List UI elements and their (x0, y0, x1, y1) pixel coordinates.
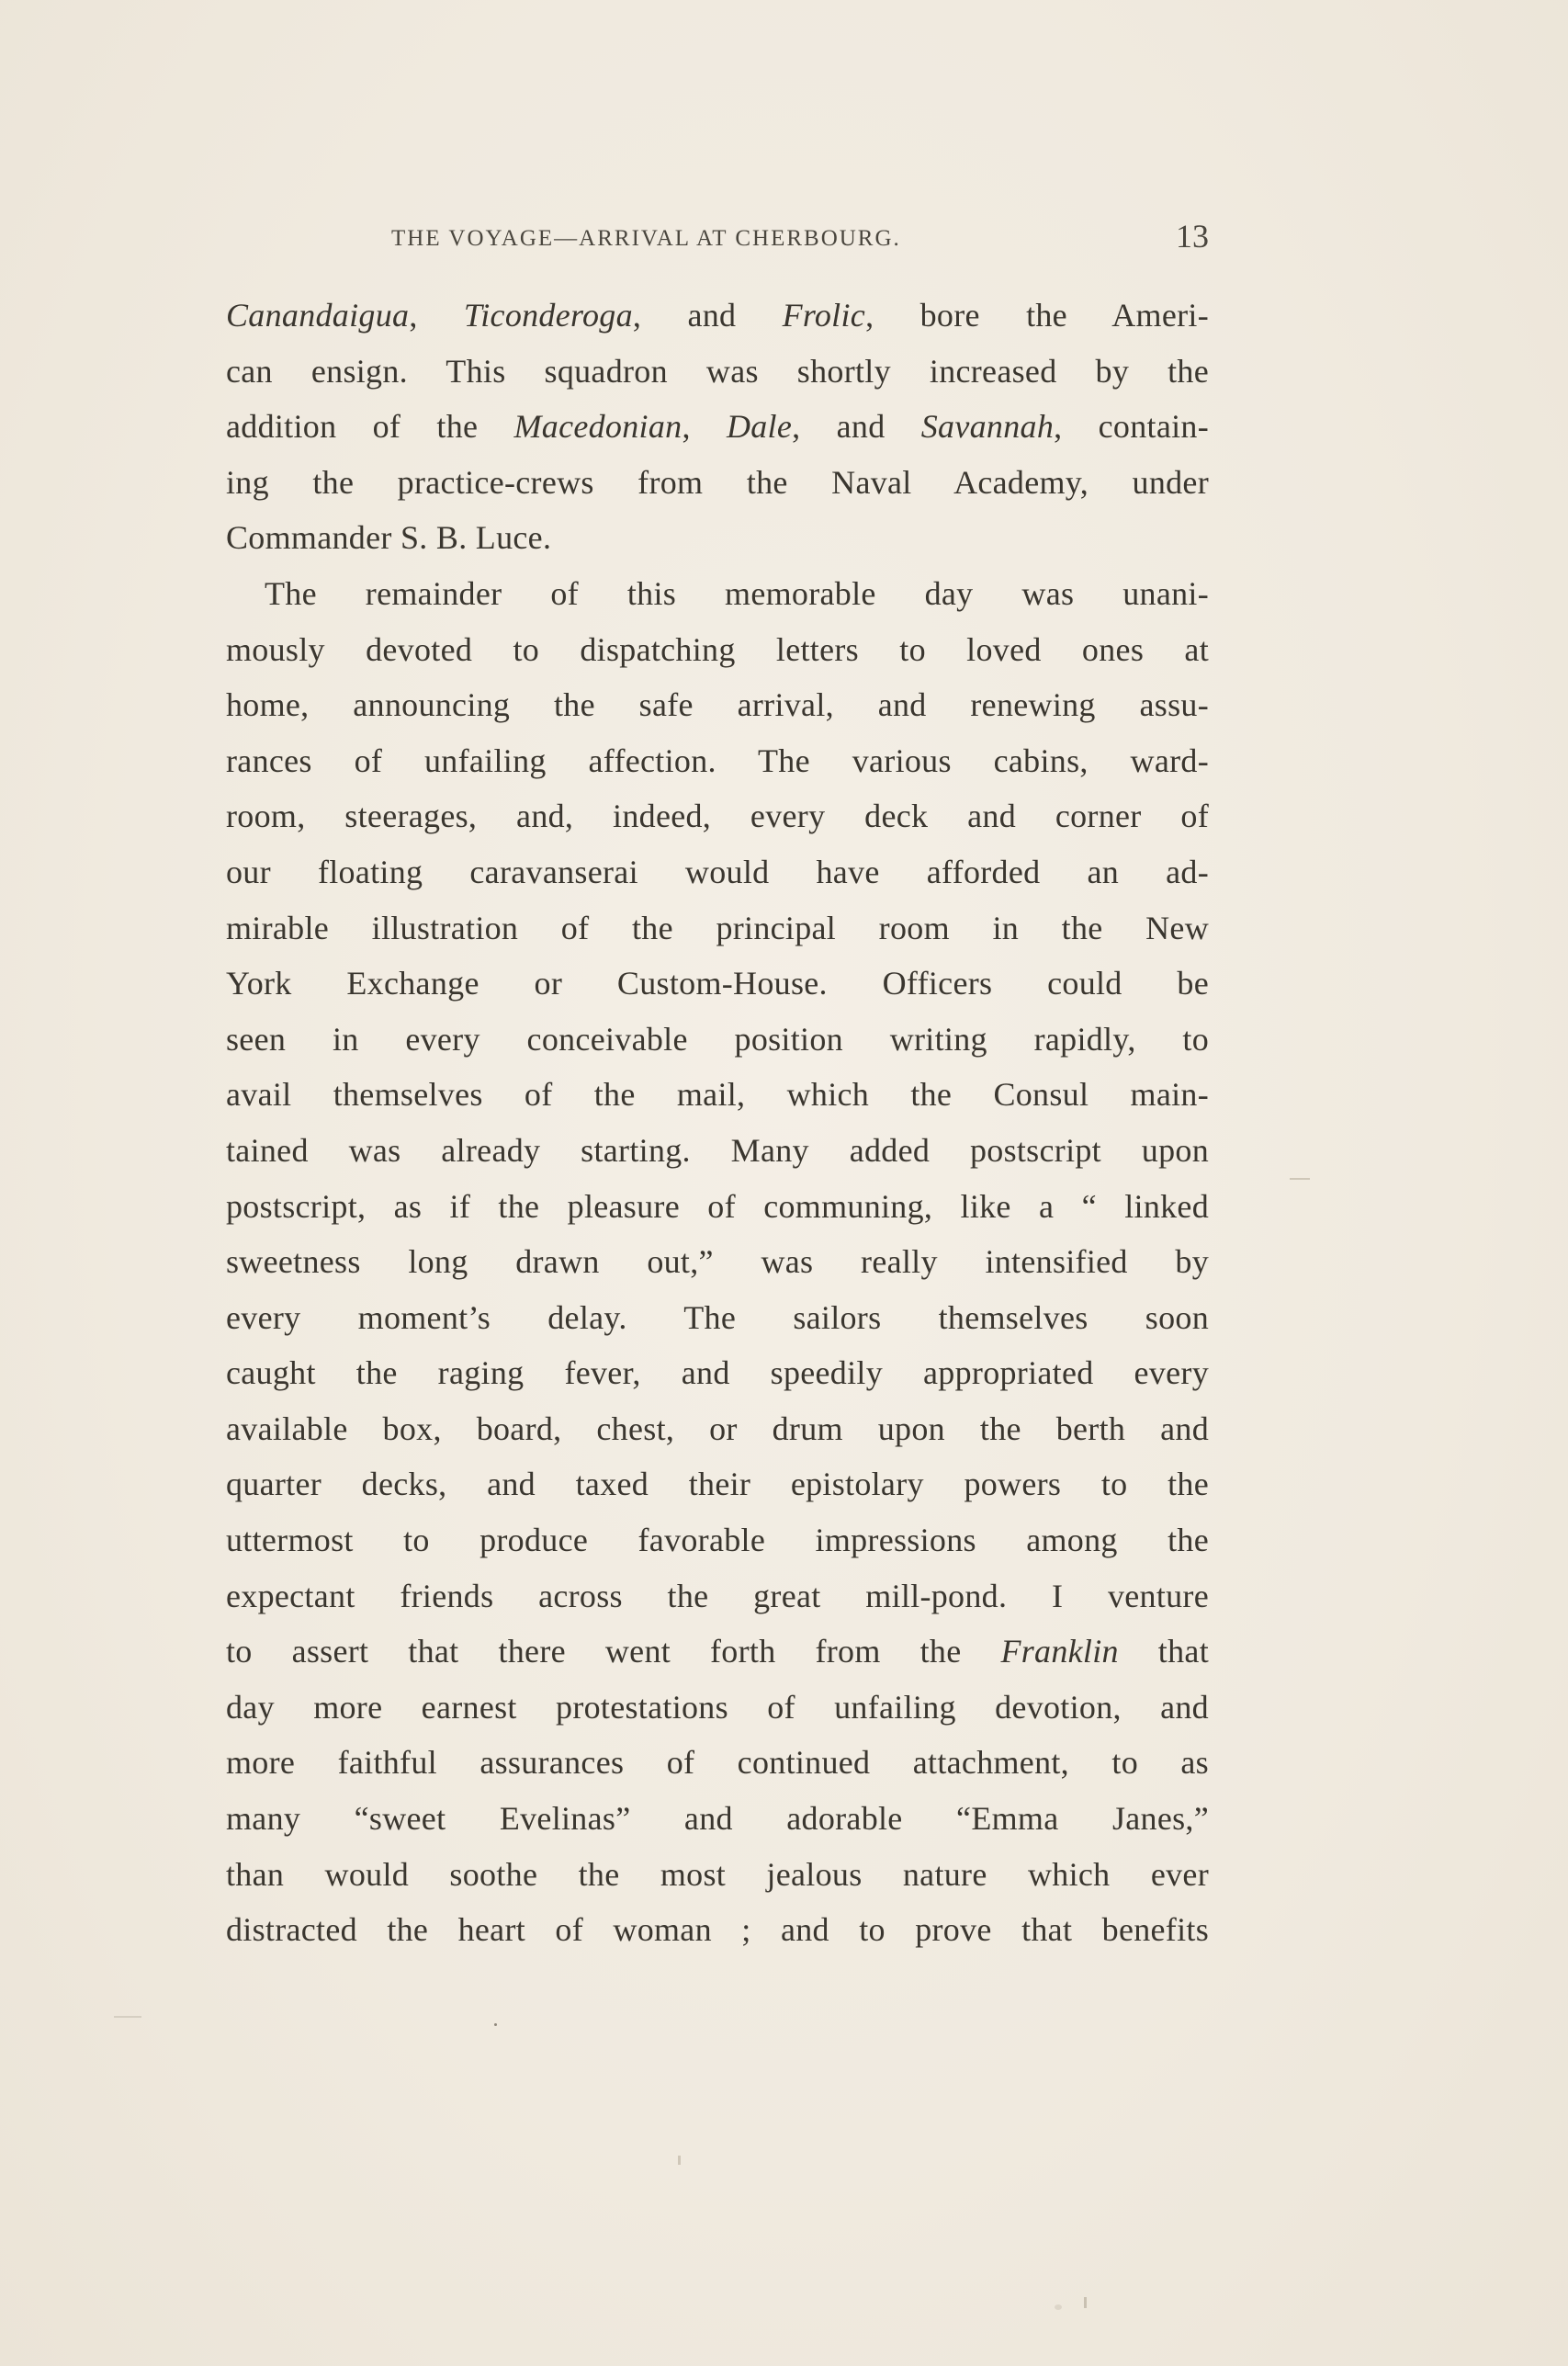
text-line (226, 733, 1209, 789)
italic-text: Canandaigua (226, 297, 410, 334)
text-run: , and (632, 297, 783, 334)
text-line (226, 1234, 1209, 1290)
text-line (226, 1401, 1209, 1457)
text-run: our floating caravanserai would have afforded an ad- (226, 853, 1209, 890)
text-line (226, 622, 1209, 678)
text-run: sweetness long drawn out,” was really intensified by (226, 1243, 1209, 1281)
page-number: 13 (1176, 218, 1209, 255)
italic-text: Macedonian (513, 408, 682, 446)
margin-mark (114, 2016, 141, 2018)
text-run: room, steerages, and, indeed, every deck and corner of (226, 798, 1209, 835)
text-run: than would soothe the most jealous nature which ever (226, 1855, 1209, 1893)
text-line (226, 510, 1209, 566)
text-run: quarter decks, and taxed their epistolary powers to the (226, 1466, 1209, 1503)
text-run: avail themselves of the mail, which the Consul main- (226, 1076, 1209, 1114)
text-run: every moment’s delay. The sailors themselves soon (226, 1298, 1209, 1336)
text-line (226, 956, 1209, 1012)
text-line (226, 1345, 1209, 1401)
text-run: mirable illustration of the principal room in the New (226, 909, 1209, 946)
text-line (226, 1680, 1209, 1736)
text-run: more faithful assurances of continued attachment, to as (226, 1744, 1209, 1782)
text-run: many “sweet Evelinas” and adorable “Emma Janes,” (226, 1800, 1209, 1838)
body-text (226, 288, 1209, 1958)
text-run: Commander S. B. Luce. (226, 519, 552, 557)
text-run: , bore the Ameri- (865, 297, 1209, 334)
italic-text: Savannah (920, 408, 1055, 446)
text-run: seen in every conceivable position writing rapidly, to (226, 1020, 1209, 1058)
text-run: available box, board, chest, or drum upon the berth and (226, 1409, 1209, 1447)
text-line (226, 344, 1209, 400)
running-title: THE VOYAGE—ARRIVAL AT CHERBOURG. (391, 226, 901, 251)
text-line (226, 566, 1209, 622)
text-run: caught the raging fever, and speedily appropriated every (226, 1354, 1209, 1392)
text-line (226, 288, 1209, 344)
italic-text: Franklin (1000, 1633, 1119, 1670)
text-line (226, 1179, 1209, 1235)
text-run: ing the practice-crews from the Naval Academy, under (226, 463, 1209, 501)
running-head (226, 217, 1209, 263)
text-run: , contain- (1054, 408, 1209, 446)
text-run: , (409, 297, 464, 334)
text-line (226, 1847, 1209, 1903)
text-line (226, 1902, 1209, 1958)
italic-text: Dale (726, 408, 793, 446)
text-run: that (1118, 1633, 1209, 1670)
text-run: , and (792, 408, 921, 446)
text-run: distracted the heart of woman ; and to prove that benefits (226, 1911, 1209, 1949)
italic-text: Frolic (782, 297, 866, 334)
text-line (226, 1067, 1209, 1123)
text-run: York Exchange or Custom-House. Officers could be (226, 965, 1209, 1002)
text-line (226, 677, 1209, 733)
text-line (226, 1735, 1209, 1791)
text-run: tained was already starting. Many added postscript upon (226, 1131, 1209, 1169)
text-line (226, 1568, 1209, 1625)
text-line (226, 844, 1209, 900)
paper-speck (494, 2023, 497, 2026)
text-run: , (682, 408, 727, 446)
text-line (226, 1624, 1209, 1680)
paper-speck (1084, 2297, 1087, 2308)
text-line (226, 399, 1209, 455)
text-line (226, 1123, 1209, 1179)
text-run: home, announcing the safe arrival, and renewing assu- (226, 686, 1209, 724)
text-line (226, 1512, 1209, 1568)
italic-text: Ticonderoga (463, 297, 633, 334)
text-run: expectant friends across the great mill-pond. I venture (226, 1577, 1209, 1614)
text-run: can ensign. This squadron was shortly increased by the (226, 352, 1209, 390)
text-run: rances of unfailing affection. The various cabins, ward- (226, 741, 1209, 779)
text-run: The remainder of this memorable day was unani- (265, 574, 1209, 612)
text-line (226, 1012, 1209, 1068)
text-run: addition of the (226, 408, 514, 446)
paper-speck (1055, 2304, 1062, 2310)
text-line (226, 788, 1209, 844)
text-line (226, 1290, 1209, 1346)
text-run: mously devoted to dispatching letters to loved ones at (226, 630, 1209, 668)
text-run: to assert that there went forth from the (226, 1633, 1001, 1670)
text-line (226, 1791, 1209, 1847)
text-line (226, 900, 1209, 957)
text-run: day more earnest protestations of unfailing devotion, and (226, 1688, 1209, 1726)
paper-speck (678, 2156, 681, 2165)
text-run: uttermost to produce favorable impressions among the (226, 1522, 1209, 1559)
text-line (226, 1456, 1209, 1512)
margin-mark (1290, 1178, 1310, 1180)
text-run: postscript, as if the pleasure of communing, like a “ linked (226, 1187, 1209, 1225)
text-line (226, 455, 1209, 511)
